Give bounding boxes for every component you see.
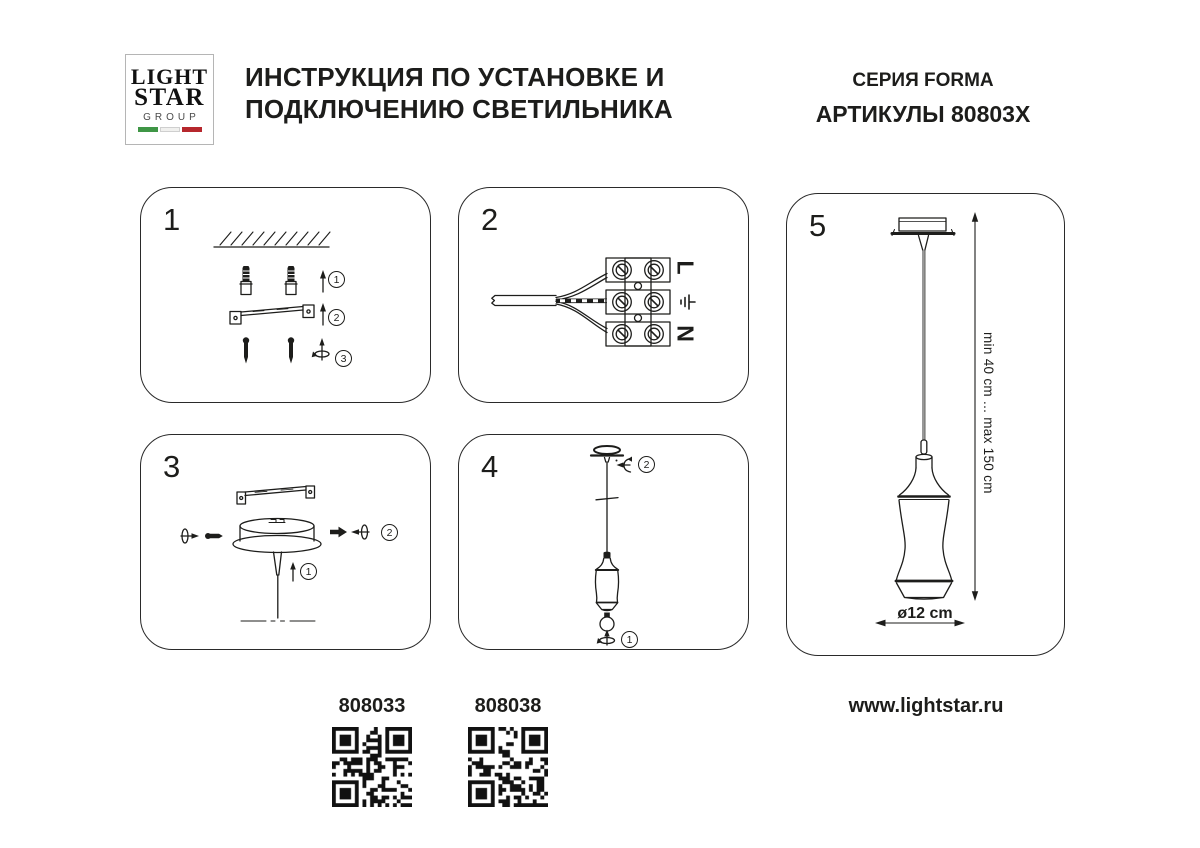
step-1-illustration — [141, 188, 432, 404]
article-number-2: 808038 — [474, 695, 542, 717]
arrow-up-icon — [290, 562, 296, 581]
articles-heading: АРТИКУЛЫ 80803X — [815, 101, 1031, 127]
step-1-panel — [140, 187, 431, 403]
height-range-label: min 40 cm ... max 150 cm — [981, 332, 996, 494]
step-3-number: 3 — [163, 449, 181, 484]
callout-3: 3 — [335, 350, 352, 367]
step-2-number: 2 — [481, 202, 499, 237]
website-url: www.lightstar.ru — [848, 695, 1004, 717]
mounting-bracket-icon — [230, 305, 314, 324]
step-3-panel — [140, 434, 431, 650]
logo-group-text: GROUP — [143, 111, 200, 123]
arrow-right-icon — [330, 527, 347, 538]
wall-plug-icon — [240, 266, 252, 295]
lamp-shade-icon — [596, 552, 619, 611]
pendant-cord-icon — [241, 552, 315, 621]
mounting-bracket-icon — [237, 486, 315, 504]
page-title — [245, 62, 673, 125]
step-5-panel — [786, 193, 1065, 656]
mains-cable-icon — [492, 274, 607, 333]
step-4-number: 4 — [481, 449, 499, 484]
callout-2: 2 — [638, 456, 655, 473]
step-4-illustration — [459, 435, 750, 651]
ceiling-canopy-icon — [591, 446, 623, 462]
bulb-icon — [600, 613, 614, 632]
step-5-number: 5 — [809, 208, 827, 243]
callout-1: 1 — [328, 271, 345, 288]
lamp-shade-icon — [896, 454, 952, 599]
rotate-icon — [597, 630, 615, 646]
callout-1: 1 — [300, 563, 317, 580]
arrow-up-icon — [320, 270, 326, 292]
lightstar-logo — [125, 54, 214, 145]
qr-code-2 — [468, 727, 548, 807]
neutral-wire-label: N — [672, 325, 699, 342]
step-5-illustration — [787, 194, 1066, 657]
rotate-screw-icon — [351, 525, 369, 539]
diameter-label: ø12 cm — [897, 605, 953, 622]
screw-icon — [288, 337, 294, 363]
series-name: СЕРИЯ FORMA — [852, 70, 994, 91]
step-3-illustration — [141, 435, 432, 651]
earth-icon — [681, 295, 695, 309]
ceiling-canopy-icon — [892, 218, 954, 250]
live-wire-label: L — [672, 260, 699, 275]
height-dimension-line — [972, 212, 978, 601]
ceiling-canopy-icon — [233, 519, 321, 553]
italian-flag-stripe — [138, 127, 202, 132]
callout-1: 1 — [621, 631, 638, 648]
title-line-1: ИНСТРУКЦИЯ ПО УСТАНОВКЕ И — [245, 62, 665, 92]
logo-star-text: STAR — [134, 83, 205, 111]
step-2-panel — [458, 187, 749, 403]
arrow-up-icon — [320, 303, 326, 325]
pendant-cord-icon — [921, 250, 927, 454]
title-line-2: ПОДКЛЮЧЕНИЮ СВЕТИЛЬНИКА — [245, 93, 673, 124]
step-1-number: 1 — [163, 202, 181, 237]
logo-light-text: LIGHT — [130, 64, 209, 90]
callout-2: 2 — [328, 309, 345, 326]
step-2-illustration — [459, 188, 750, 404]
ceiling-hatch-icon — [214, 232, 330, 247]
step-4-panel — [458, 434, 749, 650]
callout-2: 2 — [381, 524, 398, 541]
rotate-icon — [312, 338, 329, 360]
qr-code-1 — [332, 727, 412, 807]
rotate-icon — [181, 529, 199, 543]
screw-icon — [243, 337, 249, 363]
terminal-block-icon — [606, 258, 670, 346]
article-number-1: 808033 — [338, 695, 406, 717]
series-block — [795, 70, 1051, 128]
wall-plug-icon — [285, 266, 297, 295]
rotate-icon — [617, 457, 633, 473]
screw-terminal-icon — [613, 261, 664, 344]
screw-icon — [205, 533, 223, 539]
pendant-cord-icon — [596, 462, 618, 553]
